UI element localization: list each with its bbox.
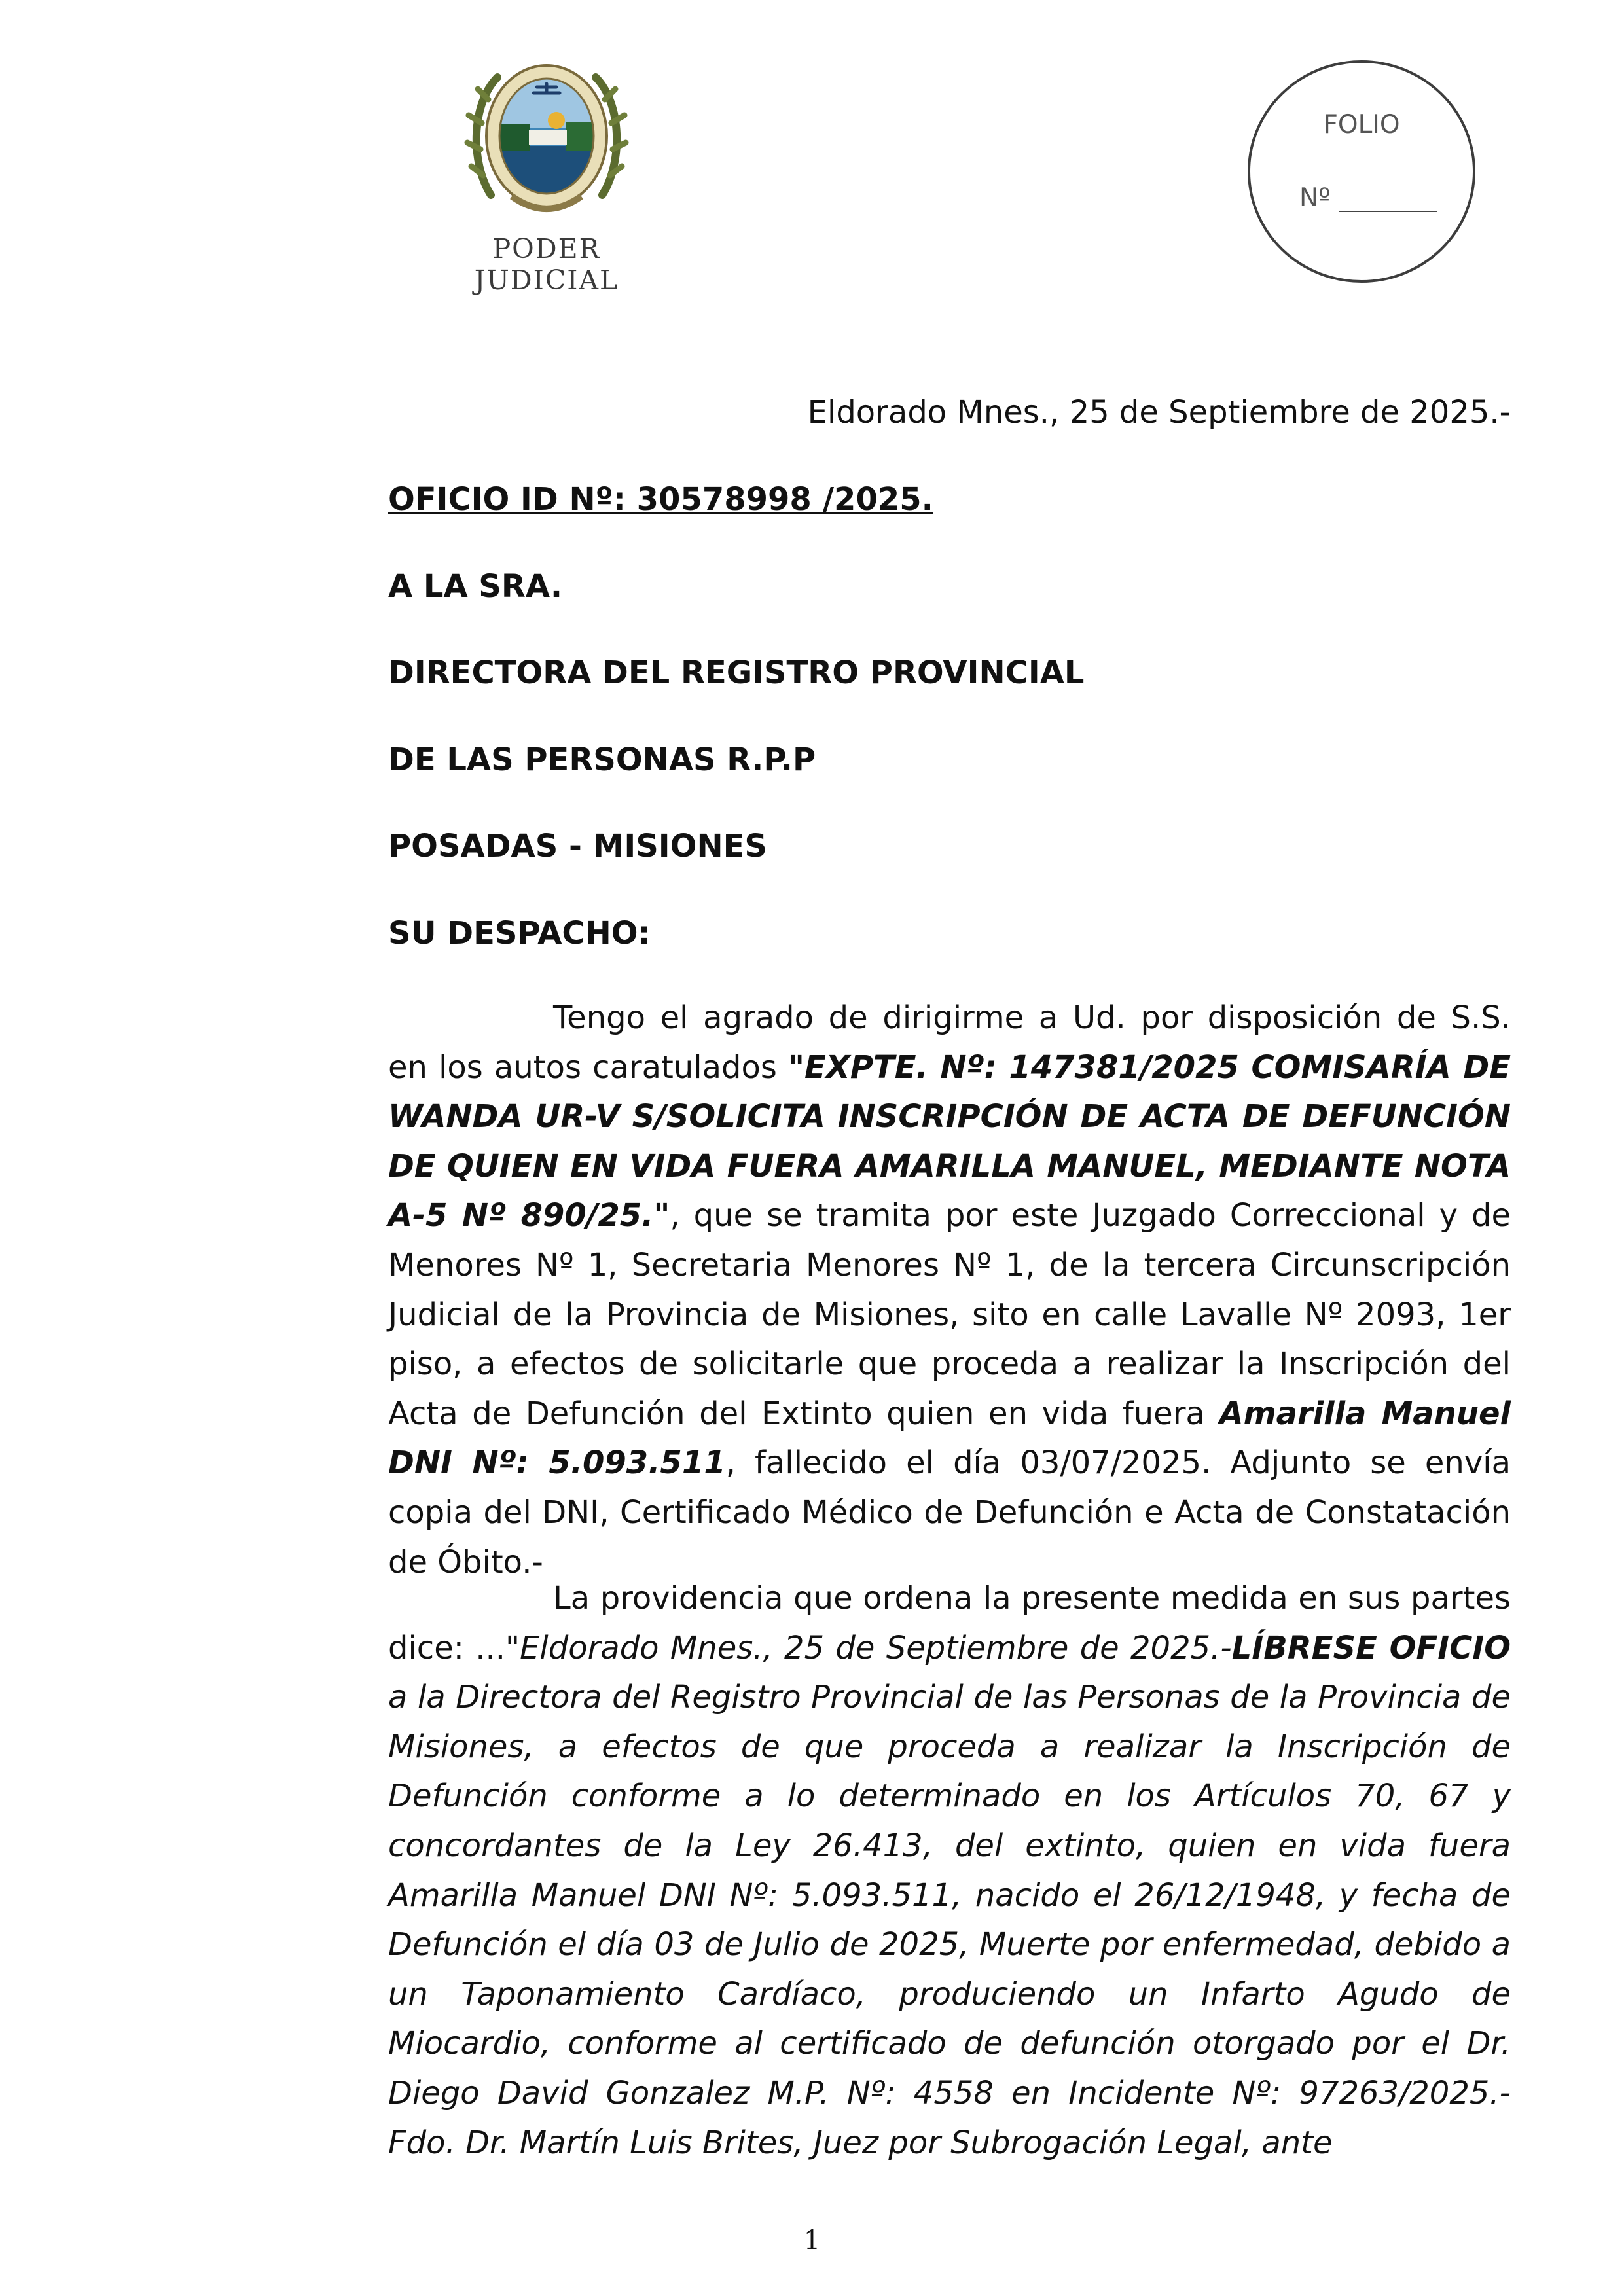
folio-stamp-circle (1247, 59, 1483, 288)
emblem-caption: PODER JUDICIAL (474, 233, 619, 296)
para1-quote-open: " (788, 1049, 805, 1086)
case-caption: EXPTE. Nº: 147381/2025 COMISARÍA DE WANDA UR-V S/SOLICITA INSCRIPCIÓN DE ACTA DE DEFUNCIÓN DE QUIEN EN VIDA FUERA AMARILLA MANUEL, MEDIANTE NOTA A-5 Nº 890/25. (388, 1049, 1511, 1234)
deceased-name-dni: Amarilla Manuel DNI Nº: 5.093.511 (388, 1395, 1511, 1482)
addressee-line: DIRECTORA DEL REGISTRO PROVINCIAL (388, 655, 1085, 691)
para1-text-2: , que se tramita por este Juzgado Correccional y de Menores Nº 1, Secretaria Menores Nº 1, de la tercera Circunscripción Judicial de la Provincia de Misiones, sito en calle Lavalle Nº 2093, 1er piso, a efectos de solicitarle que proceda a realizar la Inscripción del Acta de Defunción del Extinto quien en vida fuera (388, 1197, 1511, 1432)
folio-number-label: Nº (1299, 183, 1331, 213)
folio-number-blank-line (1339, 211, 1437, 212)
addressee-line: SU DESPACHO: (388, 915, 651, 952)
folio-label: FOLIO (1323, 110, 1400, 139)
para1-text-3: , fallecido el día 03/07/2025. Adjunto se envía copia del DNI, Certificado Médico de Defunción e Acta de Constatación de Óbito.- (388, 1444, 1511, 1581)
poder-judicial-emblem (419, 51, 674, 296)
body-paragraph-providencia (388, 1574, 1511, 2168)
para1-text-1: Tengo el agrado de dirigirme a Ud. por disposición de S.S. en los autos caratulados (388, 999, 1511, 1086)
para1-quote-close: " (653, 1197, 670, 1234)
addressee-line: POSADAS - MISIONES (388, 828, 767, 865)
librese-oficio: LÍBRESE OFICIO (1231, 1629, 1511, 1666)
oficio-id: OFICIO ID Nº: 30578998 /2025. (388, 481, 933, 518)
para2-quoted-text: a la Directora del Registro Provincial de las Personas de la Provincia de Misiones, a efectos de que proceda a realizar la Inscripción de Defunción conforme a lo determinado en los Artículos 70, 67 y concordantes de la Ley 26.413, del extinto, quien en vida fuera Amarilla Manuel DNI Nº: 5.093.511, nacido el 26/12/1948, y fecha de Defunción el día 03 de Julio de 2025, Muerte por enfermedad, debido a un Taponamiento Cardíaco, produciendo un Infarto Agudo de Miocardio, conforme al certificado de defunción otorgado por el Dr. Diego David Gonzalez M.P. Nº: 4558 en Incidente Nº: 97263/2025.- Fdo. Dr. Martín Luis Brites, Juez por Subrogación Legal, ante (388, 1679, 1511, 2161)
page-number: 1 (803, 2225, 821, 2255)
date-line: Eldorado Mnes., 25 de Septiembre de 2025.- (807, 394, 1511, 431)
coat-of-arms-icon (452, 51, 641, 228)
folio-stamp (1247, 59, 1483, 288)
para2-quoted-date: Eldorado Mnes., 25 de Septiembre de 2025.- (520, 1629, 1232, 1666)
body-paragraph-request (388, 994, 1511, 1587)
addressee-line: DE LAS PERSONAS R.P.P (388, 742, 816, 778)
addressee-line: A LA SRA. (388, 568, 563, 605)
para2-text-1: La providencia que ordena la presente medida en sus partes dice: ..." (388, 1580, 1511, 1666)
